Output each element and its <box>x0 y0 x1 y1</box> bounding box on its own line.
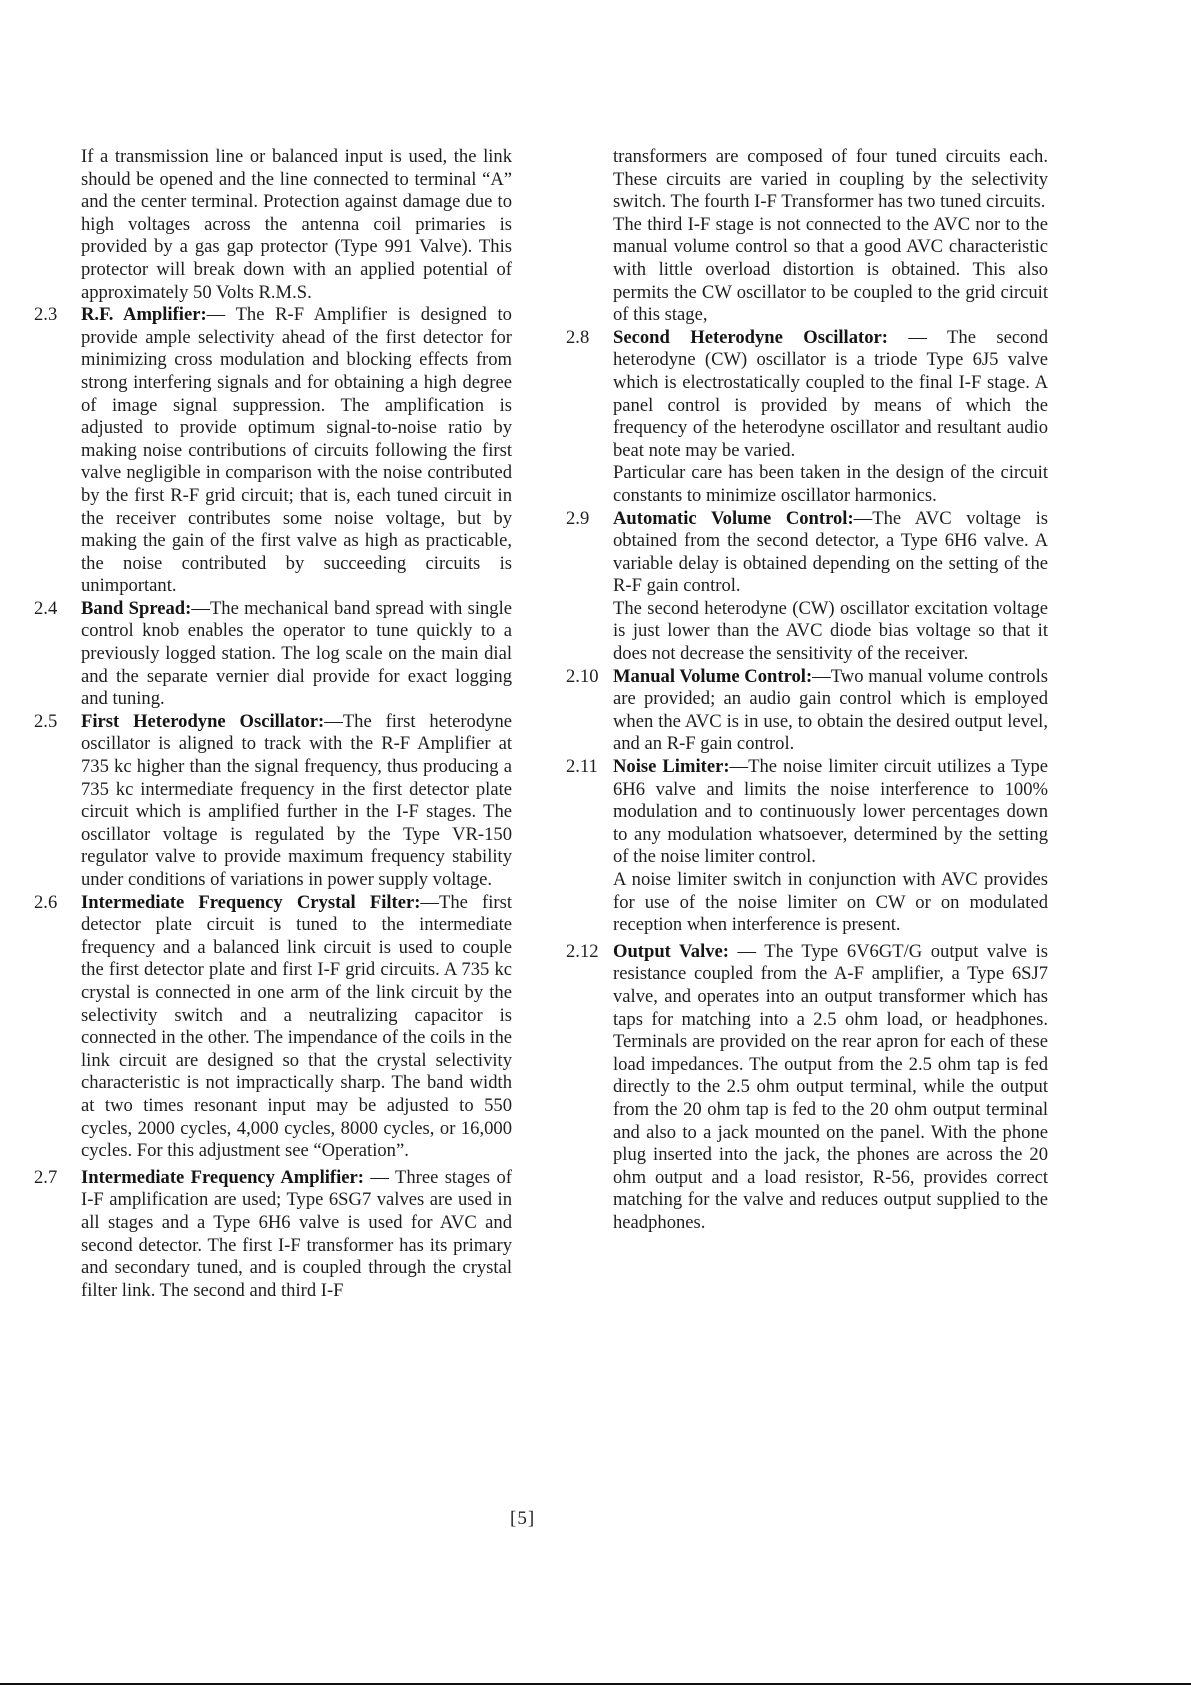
section-2-8 <box>566 327 1048 463</box>
section-2-7 <box>34 1167 512 1303</box>
section-number: 2.4 <box>34 597 58 619</box>
section-number: 2.7 <box>34 1166 58 1188</box>
section-body: —The AVC voltage is obtained from the second detector, a Type 6H6 valve. A variable delay is obtained depending on the setting of the R-F gain control. <box>613 507 1048 597</box>
section-number: 2.12 <box>566 940 599 962</box>
section-2-3 <box>34 304 512 598</box>
section-body: —The mechanical band spread with single control knob enables the operator to tune quickly to a previously logged station. The log scale on the main dial and the separate vernier dial provide for exact logging and tuning. <box>81 597 512 710</box>
section-number: 2.5 <box>34 710 58 732</box>
section-number: 2.9 <box>566 507 590 529</box>
right-column <box>566 146 1048 1235</box>
section-number: 2.6 <box>34 891 58 913</box>
section-extra: A noise limiter switch in conjunction with AVC provides for use of the noise limiter on CW or on modulated reception when interference is present. <box>613 869 1048 936</box>
section-body: — The second heterodyne (CW) oscillator is a triode Type 6J5 valve which is electrostatically coupled to the final I-F stage. A panel control is provided by means of which the frequency of the heterodyne oscillator and resultant audio beat note may be varied. <box>613 326 1048 461</box>
section-2-12 <box>566 941 1048 1235</box>
section-body: — The R-F Amplifier is designed to provide ample selectivity ahead of the first detector for minimizing cross modulation and blocking effects from strong interfering signals and for obtaining a high degree of image signal suppression. The amplification is adjusted to provide optimum signal-to-noise ratio by making noise contributions of circuits following the first valve negligible in comparison with the noise contributed by the first R-F grid circuit; that is, each tuned circuit in the receiver contributes some noise voltage, but by making the gain of the first valve as high as practicable, the noise contributed by succeeding circuits is unimportant. <box>81 304 512 597</box>
section-heading: Intermediate Frequency Amplifier: <box>81 1166 364 1188</box>
continuation-paragraph <box>566 214 1048 327</box>
section-heading: Manual Volume Control: <box>613 665 813 687</box>
intro-text: If a transmission line or balanced input is used, the link should be opened and the line connected to terminal “A” and the center terminal. Protection against damage due to high voltages across the antenna coil primaries is provided by a gas gap protector (Type 991 Valve). This protector will break down with an applied potential of approximately 50 Volts R.M.S. <box>81 146 512 303</box>
intro-paragraph <box>34 146 512 304</box>
section-heading: Noise Limiter: <box>613 756 730 778</box>
section-body: —Two manual volume controls are provided; an audio gain control which is employed when the AVC is in use, to obtain the desired output level, and an R-F gain control. <box>613 665 1048 755</box>
section-2-11-extra <box>566 869 1048 937</box>
left-column <box>34 146 512 1302</box>
section-2-9 <box>566 508 1048 598</box>
section-2-11 <box>566 756 1048 869</box>
continuation-paragraph <box>566 146 1048 214</box>
section-extra: The second heterodyne (CW) oscillator excitation voltage is just lower than the AVC diode bias voltage so that it does not decrease the sensitivity of the receiver. <box>613 597 1048 665</box>
section-2-6 <box>34 892 512 1163</box>
section-number: 2.8 <box>566 326 590 348</box>
section-number: 2.10 <box>566 665 599 687</box>
section-heading: First Heterodyne Oscillator: <box>81 710 325 732</box>
section-2-9-extra <box>566 598 1048 666</box>
section-heading: R.F. Amplifier: <box>81 304 207 326</box>
section-body: —The first detector plate circuit is tuned to the intermediate frequency and a balanced link circuit is used to couple the first detector plate and first I-F grid circuits. A 735 kc crystal is connected in one arm of the link circuit by the selectivity switch and a neutralizing capacitor is connected in the other. The impendance of the coils in the link circuit are designed so that the crystal selectivity characteristic is not impractically sharp. The band width at two times resonant input may be adjusted to 550 cycles, 2000 cycles, 4,000 cycles, 8000 cycles, or 16,000 cycles. For this adjustment see “Operation”. <box>81 891 512 1162</box>
section-body: — Three stages of I-F amplification are used; Type 6SG7 valves are used in all stages and a Type 6H6 valve is used for AVC and second detector. The first I-F transformer has its primary and secondary tuned, and is coupled through the crystal filter link. The second and third I-F <box>81 1166 512 1301</box>
section-body: —The noise limiter circuit utilizes a Type 6H6 valve and limits the noise interference to 100% modulation and to continuously lower percentages down to any modulation whatsoever, determined by the setting of the noise limiter control. <box>613 756 1048 868</box>
continuation-text: The third I-F stage is not connected to the AVC nor to the manual volume control so that a good AVC characteristic with little overload distortion is obtained. This also permits the CW oscillator to be coupled to the grid circuit of this stage, <box>613 213 1048 326</box>
section-2-10 <box>566 666 1048 756</box>
section-heading: Automatic Volume Control: <box>613 507 854 529</box>
section-heading: Output Valve: <box>613 940 729 962</box>
section-heading: Second Heterodyne Oscillator: <box>613 326 888 348</box>
section-body: — The Type 6V6GT/G output valve is resistance coupled from the A-F amplifier, a Type 6SJ7 valve, and operates into an output transformer which has taps for matching into a 2.5 ohm load, or headphones. Terminals are provided on the rear apron for each of these load impedances. The output from the 2.5 ohm tap is fed directly to the 2.5 ohm output terminal, while the output from the 20 ohm tap is fed to the 20 ohm output terminal and also to a jack mounted on the panel. With the phone plug inserted into the jack, the phones are across the 20 ohm output and a load resistor, R-56, provides correct matching for the valve and reduces output supplied to the headphones. <box>613 940 1048 1233</box>
section-2-5 <box>34 711 512 892</box>
section-number: 2.3 <box>34 304 58 326</box>
section-heading: Band Spread: <box>81 597 192 619</box>
continuation-text: transformers are composed of four tuned circuits each. These circuits are varied in coupling by the selectivity switch. The fourth I-F Transformer has two tuned circuits. <box>613 146 1048 213</box>
section-2-4 <box>34 598 512 711</box>
section-number: 2.11 <box>566 756 598 778</box>
section-extra: Particular care has been taken in the design of the circuit constants to minimize oscillator harmonics. <box>613 462 1048 506</box>
section-2-8-extra <box>566 462 1048 507</box>
section-heading: Intermediate Frequency Crystal Filter: <box>81 891 421 913</box>
section-body: —The first heterodyne oscillator is aligned to track with the R-F Amplifier at 735 kc higher than the signal frequency, thus producing a 735 kc intermediate frequency in the first detector plate circuit which is amplified further in the I-F stages. The oscillator voltage is regulated by the Type VR-150 regulator valve to provide maximum frequency stability under conditions of variations in power supply voltage. <box>81 710 512 890</box>
page-number: [5] <box>510 1508 536 1529</box>
